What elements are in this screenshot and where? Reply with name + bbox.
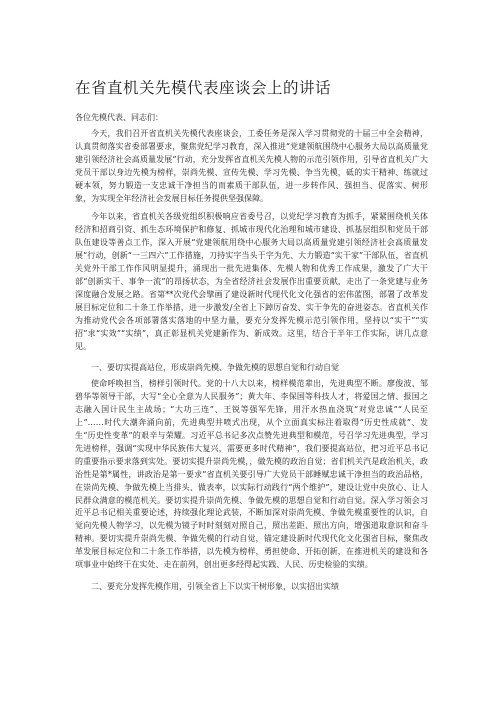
paragraph-section-1: 使命呼唤担当，榜样引领时代。党的十八大以来，榜样模范辈出，先进典型不断。廖俊波、邹碧华等领导干部，大写“全心全意为人民服务”；黄大年、李保国等科技人才，将爱国之情、报国之志融入国计民生主战场；“大功三连”、王锐等强军先锋，用汗水热血浇筑“对党忠诚”“人民至上”……时代大潮奔涌向前，先进典型井喷式出现，从个立面真实标注着取得“历史性成就”、发生“历史性变革”的艰辛与荣耀。习近平总书记多次点赞先进典型和模范，号召学习先进典型，学习先进榜样，强调“实现中华民族伟大复兴，需要更多时代精神”，我们要提高站位，把习近平总书记的重要指示要求落到实处。要切实提升崇尚先模，，做先模的政治自觉；省们机关汽是政治机关，政治性是第*属性，讲政治是第一要求”省直机关要引导广大党员干部睡赋忠诚干净担当的政治品格，在崇尚先模、争做先模上当排头、做表率，以实际行动践行“两个维护”，建设让党中央放心、让人民群众满意的模范机关。要切实提升崇尚先模、争做先模的思想自觉和行动自觉。深入学习领会习近平总书记相关重要论述，持续强化理论武装，不断加深对崇尚先模、争做先模重要性的认识，自觉向先模人物学习，以先模为镜子时时刻刻对照自己，照出差距、照出方向，增强道取意识和奋斗精神。要切实提升崇尚先模、争做先模的行动自觉，锚定建设新时代现代化文化强省目标，聚焦改革发展目标定位和二十条工作举措，以先模为榜样，勇担使命、开拓创新，在推进机关的建设和各项事业中始终干在实处、走在前列，创出更多经得起实践、人民、历史检验的实绩。 [75,379,428,570]
salutation: 各位先模代表、同志们： [75,113,163,122]
section-heading-2: 二、要充分发挥先模作用，引领全省上下以实干树形象，以实招出实绩 [91,582,339,591]
section-heading-1: 一、要切实提高站位，形成崇尚先模、争做先模的思想自觉和行动自觉 [91,363,339,373]
paragraph-intro-2: 今年以来，省直机关各级党组织积极响应省委号召，以党纪学习教育为抓手，紧紧围绕机关体经济和招商引资、抓生态环境保护和修复、抓城市现代化治理和城市建设、抓基层组织和党员干部队伍建设等善点工作，深入开展“党建领航用绕中心服务大局以高质量党建引领经济社会高质量发展”行动，创新“一三四六”工作措施，刀持实字当头于字为先、大力锻造“实干家”干部队伍，省直机关党外干部工作作风明显提升，涌现出一批先进集体、先模人物和优秀工作成果，激发了广大干部“创新实干、事争一流”的昂扬状态，为全省经济社会发展作出重要贡献，走出了一条党建与业务深度融合发展之路。省第**次党代会擘画了建设新时代现代化文化强省的宏伟蓝图，部署了改革发展目标定位和二十条工作举措，进一步激发/全省上下踔厉奋发、实干争先的奋进姿态。省直机关作为推动党代会各项部署落实落地的中坚力量，要充分发挥先模示范引领作用，坚持以“实干”“实招”求“实效”“实绩”，真正彰显机关党建新作为、新成效。这里，结合于半年工作实际，讲几点意见。 [75,212,428,351]
document-title: 在省直机关先模代表座谈会上的讲话 [75,79,332,97]
paragraph-intro-1: 今天，我们召开省直机关先模代表座谈会，工委任务是深入学习贯彻党的十届三中全会精神，认真贯彻落实省委部署要求，聚焦党纪学习教育，深入推进“党建领航围绕中心服务大局以高质量党建引领经济社会高质量发展”行动，充分发挥省直机关先模人物的示范引领作用，引导省直机关广大党员干部以身边先模为榜样，崇尚先模、宣传先模、学习先模、争当先模，砥的实干精神、练就过硬本领，努力锻造一支忠诚干净担当的而素质干部队伍，进一步转作风、强担当、促落实、树形象，为实现全年经济社会发展目标任务提供坚强保障。 [75,129,428,203]
